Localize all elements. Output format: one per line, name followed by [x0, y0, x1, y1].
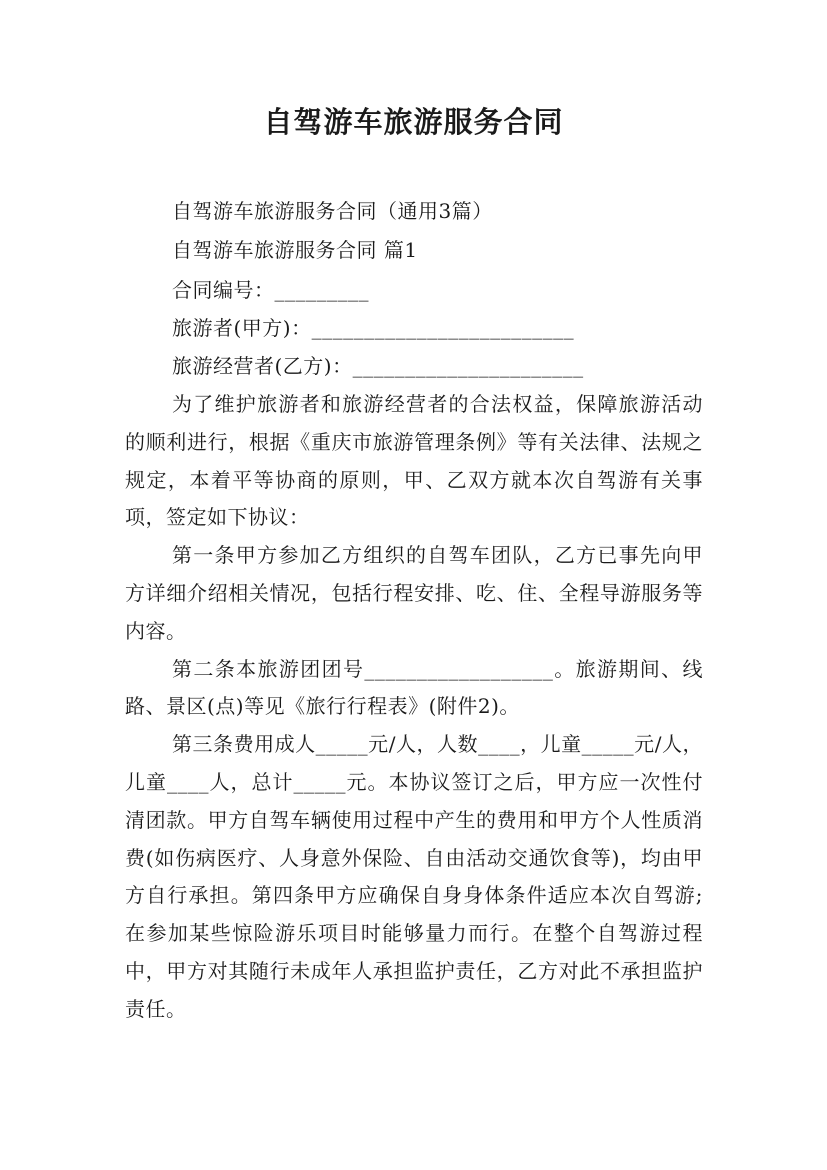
contract-number-field: 合同编号：_________: [172, 278, 369, 302]
paragraph-article-2: 第二条本旅游团团号__________________。旅游期间、线路、景区(点)等见《旅行行程表》(附件2)。: [125, 656, 703, 719]
paragraph-article-1: 第一条甲方参加乙方组织的自驾车团队，乙方已事先向甲方详细介绍相关情况，包括行程安排、吃、住、全程导游服务等内容。: [125, 543, 703, 643]
paragraph-article-3: 第三条费用成人_____元/人，人数____，儿童_____元/人，儿童____人，总计_____元。本协议签订之后，甲方应一次性付清团款。甲方自驾车辆使用过程中产生的费用和甲方个人性质消费(如伤病医疗、人身意外保险、自由活动交通饮食等)，均由甲方自行承担。第四条甲方应确保自身身体条件适应本次自驾游;在参加某些惊险游乐项目时能够量力而行。在整个自驾游过程中，甲方对其随行未成年人承担监护责任，乙方对此不承担监护责任。: [125, 732, 703, 1021]
subtitle-line: 自驾游车旅游服务合同（通用3篇）: [172, 199, 493, 223]
paragraph-preamble: 为了维护旅游者和旅游经营者的合法权益，保障旅游活动的顺利进行，根据《重庆市旅游管理条例》等有关法律、法规之规定，本着平等协商的原则，甲、乙双方就本次自驾游有关事项，签定如下协议：: [125, 392, 703, 530]
party-b-field: 旅游经营者(乙方)：______________________: [172, 354, 584, 378]
document-title: 自驾游车旅游服务合同: [263, 105, 564, 139]
party-a-field: 旅游者(甲方)：_________________________: [172, 316, 575, 340]
contract-body: [125, 386, 703, 1029]
section-heading: 自驾游车旅游服务合同 篇1: [172, 238, 418, 262]
